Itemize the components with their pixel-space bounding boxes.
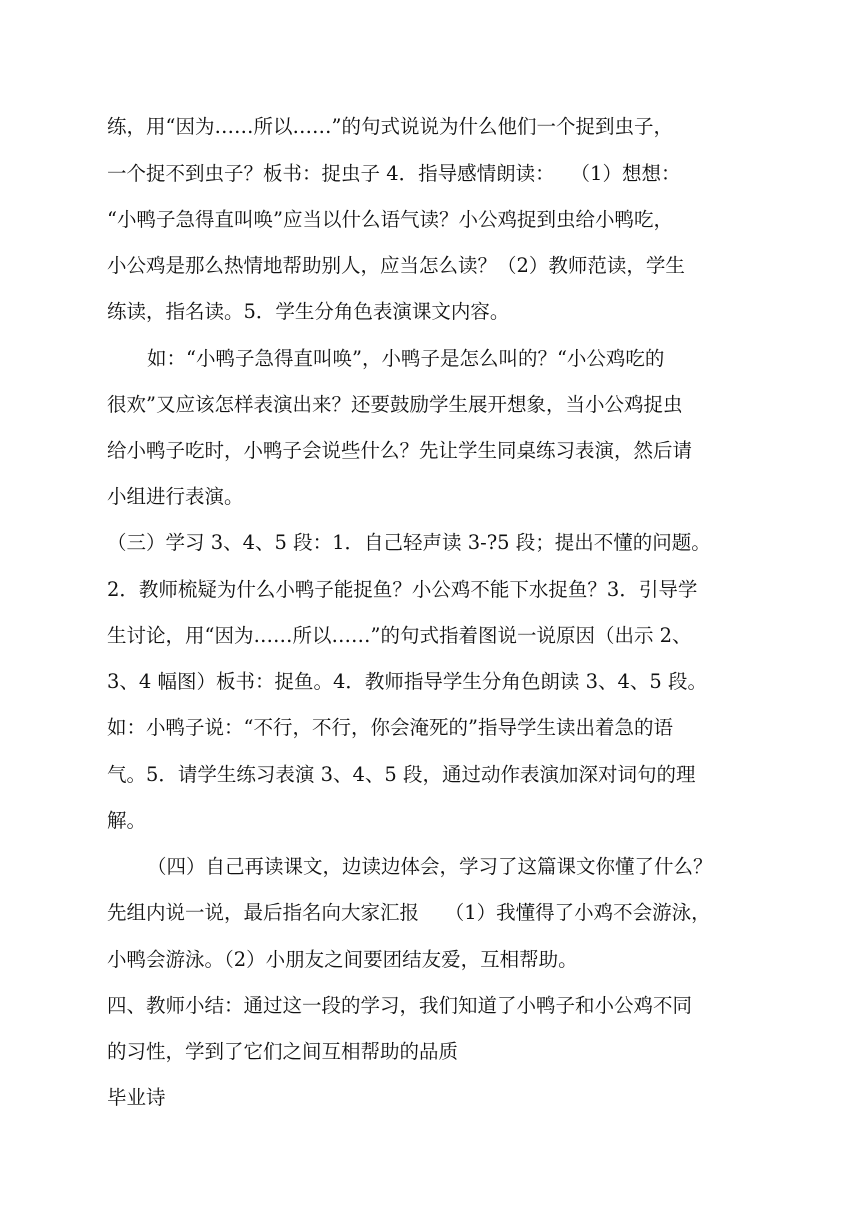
text-line: 小组进行表演。 bbox=[107, 485, 244, 508]
text-line: （四）自己再读课文，边读边体会，学习了这篇课文你懂了什么？ bbox=[147, 855, 713, 878]
text-line: 给小鸭子吃时，小鸭子会说些什么？先让学生同桌练习表演，然后请 bbox=[107, 439, 693, 462]
section-heading: 毕业诗 bbox=[107, 1086, 166, 1109]
text-line: 3、4 幅图）板书：捉鱼。4．教师指导学生分角色朗读 3、4、5 段。 bbox=[107, 670, 708, 693]
text-line: 先组内说一说，最后指名向大家汇报 （1）我懂得了小鸡不会游泳， bbox=[107, 901, 711, 924]
text-line: 解。 bbox=[107, 809, 147, 832]
text-line: 如：小鸭子说：“不行，不行，你会淹死的”指导学生读出着急的语 bbox=[107, 716, 673, 739]
text-line: （三）学习 3、4、5 段：1．自己轻声读 3-?5 段；提出不懂的问题。 bbox=[107, 531, 711, 554]
text-line: 练，用“因为……所以……”的句式说说为什么他们一个捉到虫子， bbox=[107, 115, 673, 138]
text-line: 生讨论，用“因为……所以……”的句式指着图说一说原因（出示 2、 bbox=[107, 624, 692, 647]
text-line: 很欢”又应该怎样表演出来？还要鼓励学生展开想象，当小公鸡捉虫 bbox=[107, 393, 683, 416]
text-line: 2．教师梳疑为什么小鸭子能捉鱼？小公鸡不能下水捉鱼？3．引导学 bbox=[107, 578, 698, 601]
text-line: 小鸭会游泳。（2）小朋友之间要团结友爱，互相帮助。 bbox=[107, 948, 578, 971]
text-line: 四、教师小结：通过这一段的学习，我们知道了小鸭子和小公鸡不同 bbox=[107, 994, 693, 1017]
text-line: 如：“小鸭子急得直叫唤”，小鸭子是怎么叫的？“小公鸡吃的 bbox=[147, 347, 665, 370]
text-line: 小公鸡是那么热情地帮助别人，应当怎么读？（2）教师范读，学生 bbox=[107, 254, 685, 277]
text-line: 一个捉不到虫子？板书：捉虫子 4．指导感情朗读： （1）想想： bbox=[107, 162, 681, 185]
text-line: 气。5．请学生练习表演 3、4、5 段，通过动作表演加深对词句的理 bbox=[107, 763, 696, 786]
text-line: 的习性，学到了它们之间互相帮助的品质 bbox=[107, 1040, 459, 1063]
text-line: “小鸭子急得直叫唤”应当以什么语气读？小公鸡捉到虫给小鸭吃， bbox=[107, 208, 673, 231]
text-line: 练读，指名读。5．学生分角色表演课文内容。 bbox=[107, 300, 510, 323]
